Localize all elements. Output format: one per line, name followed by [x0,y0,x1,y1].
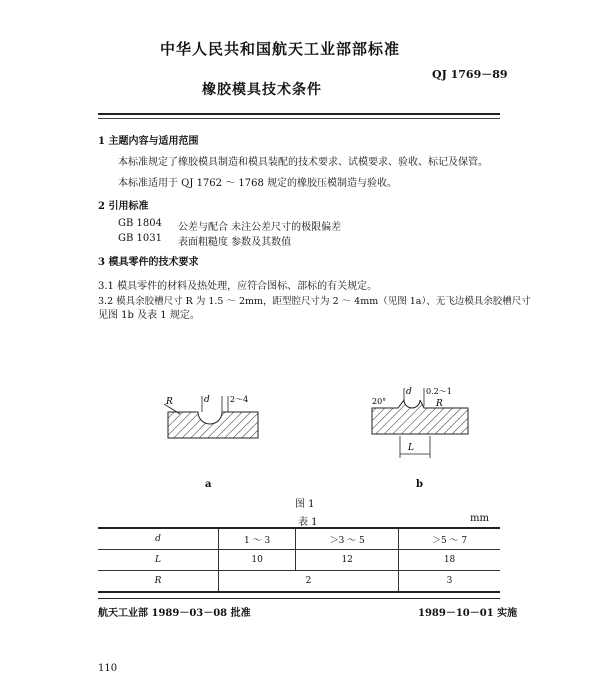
reference-code: GB 1031 [118,233,162,244]
table-cell: ＞3 ～ 5 [296,528,399,550]
label-r: R [166,397,173,407]
standard-code: QJ 1769－89 [432,68,508,81]
label-r: R [436,399,443,409]
figure-1b-drawing [368,382,478,462]
figure-caption: 图 1 [295,499,315,510]
table-row [98,571,500,593]
label-l: L [408,443,414,453]
label-angle: 20° [372,397,387,406]
reference-name: 公差与配合 未注公差尺寸的极限偏差 [178,222,342,233]
clause-3-1: 3.1 模具零件的材料及热处理，应符合图标、部标的有关规定。 [98,281,378,292]
table-cell: 18 [399,550,500,571]
section-1-title: 1 主题内容与适用范围 [98,136,199,147]
header-rule-thick [98,113,500,115]
table-row [98,528,500,550]
figure-1a-label: a [205,479,212,490]
table-cell: L [98,550,219,571]
table-cell: 1 ～ 3 [219,528,296,550]
table-cell: 12 [296,550,399,571]
table-cell: R [98,571,219,593]
clause-3-2-line-1: 3.2 模具余胶槽尺寸 R 为 1.5 ～ 2mm，距型腔尺寸为 2 ～ 4mm（见图 1a）、无飞边模具余胶槽尺寸 [98,296,531,307]
label-gap: 0.2～1 [426,387,452,396]
dimension-table [98,527,500,593]
table-row [98,550,500,571]
page-number: 110 [98,663,118,674]
section-2-title: 2 引用标准 [98,201,149,212]
header-rule-thin [98,118,500,119]
figure-1b-label: b [416,479,423,490]
table-cell: 2 [219,571,399,593]
section-1-paragraph-2: 本标准适用于 QJ 1762 ～ 1768 规定的橡胶压模制造与验收。 [118,178,397,189]
mold-section-b [372,400,468,434]
table-cell: d [98,528,219,550]
document-title: 橡胶模具技术条件 [202,82,322,98]
clause-3-2-line-2: 见图 1b 及表 1 规定。 [98,310,200,321]
approval-date: 航天工业部 1989－03－08 批准 [98,608,251,619]
table-cell: 3 [399,571,500,593]
table-cell: ＞5 ～ 7 [399,528,500,550]
label-d: d [204,395,210,405]
mold-section-a [168,412,258,438]
table-cell: 10 [219,550,296,571]
table-unit: mm [470,513,489,524]
label-d: d [406,387,412,397]
reference-name: 表面粗糙度 参数及其数值 [178,237,292,248]
footer-rule [98,598,500,599]
table-title: 表 1 [298,517,318,528]
label-gap: 2～4 [230,395,249,404]
standard-title: 中华人民共和国航天工业部部标准 [160,40,401,58]
effective-date: 1989－10－01 实施 [418,608,518,619]
section-3-title: 3 模具零件的技术要求 [98,257,199,268]
figure-1a-drawing [160,392,270,452]
reference-code: GB 1804 [118,218,162,229]
section-1-paragraph-1: 本标准规定了橡胶模具制造和模具装配的技术要求、试模要求、验收、标记及保管。 [118,157,488,168]
